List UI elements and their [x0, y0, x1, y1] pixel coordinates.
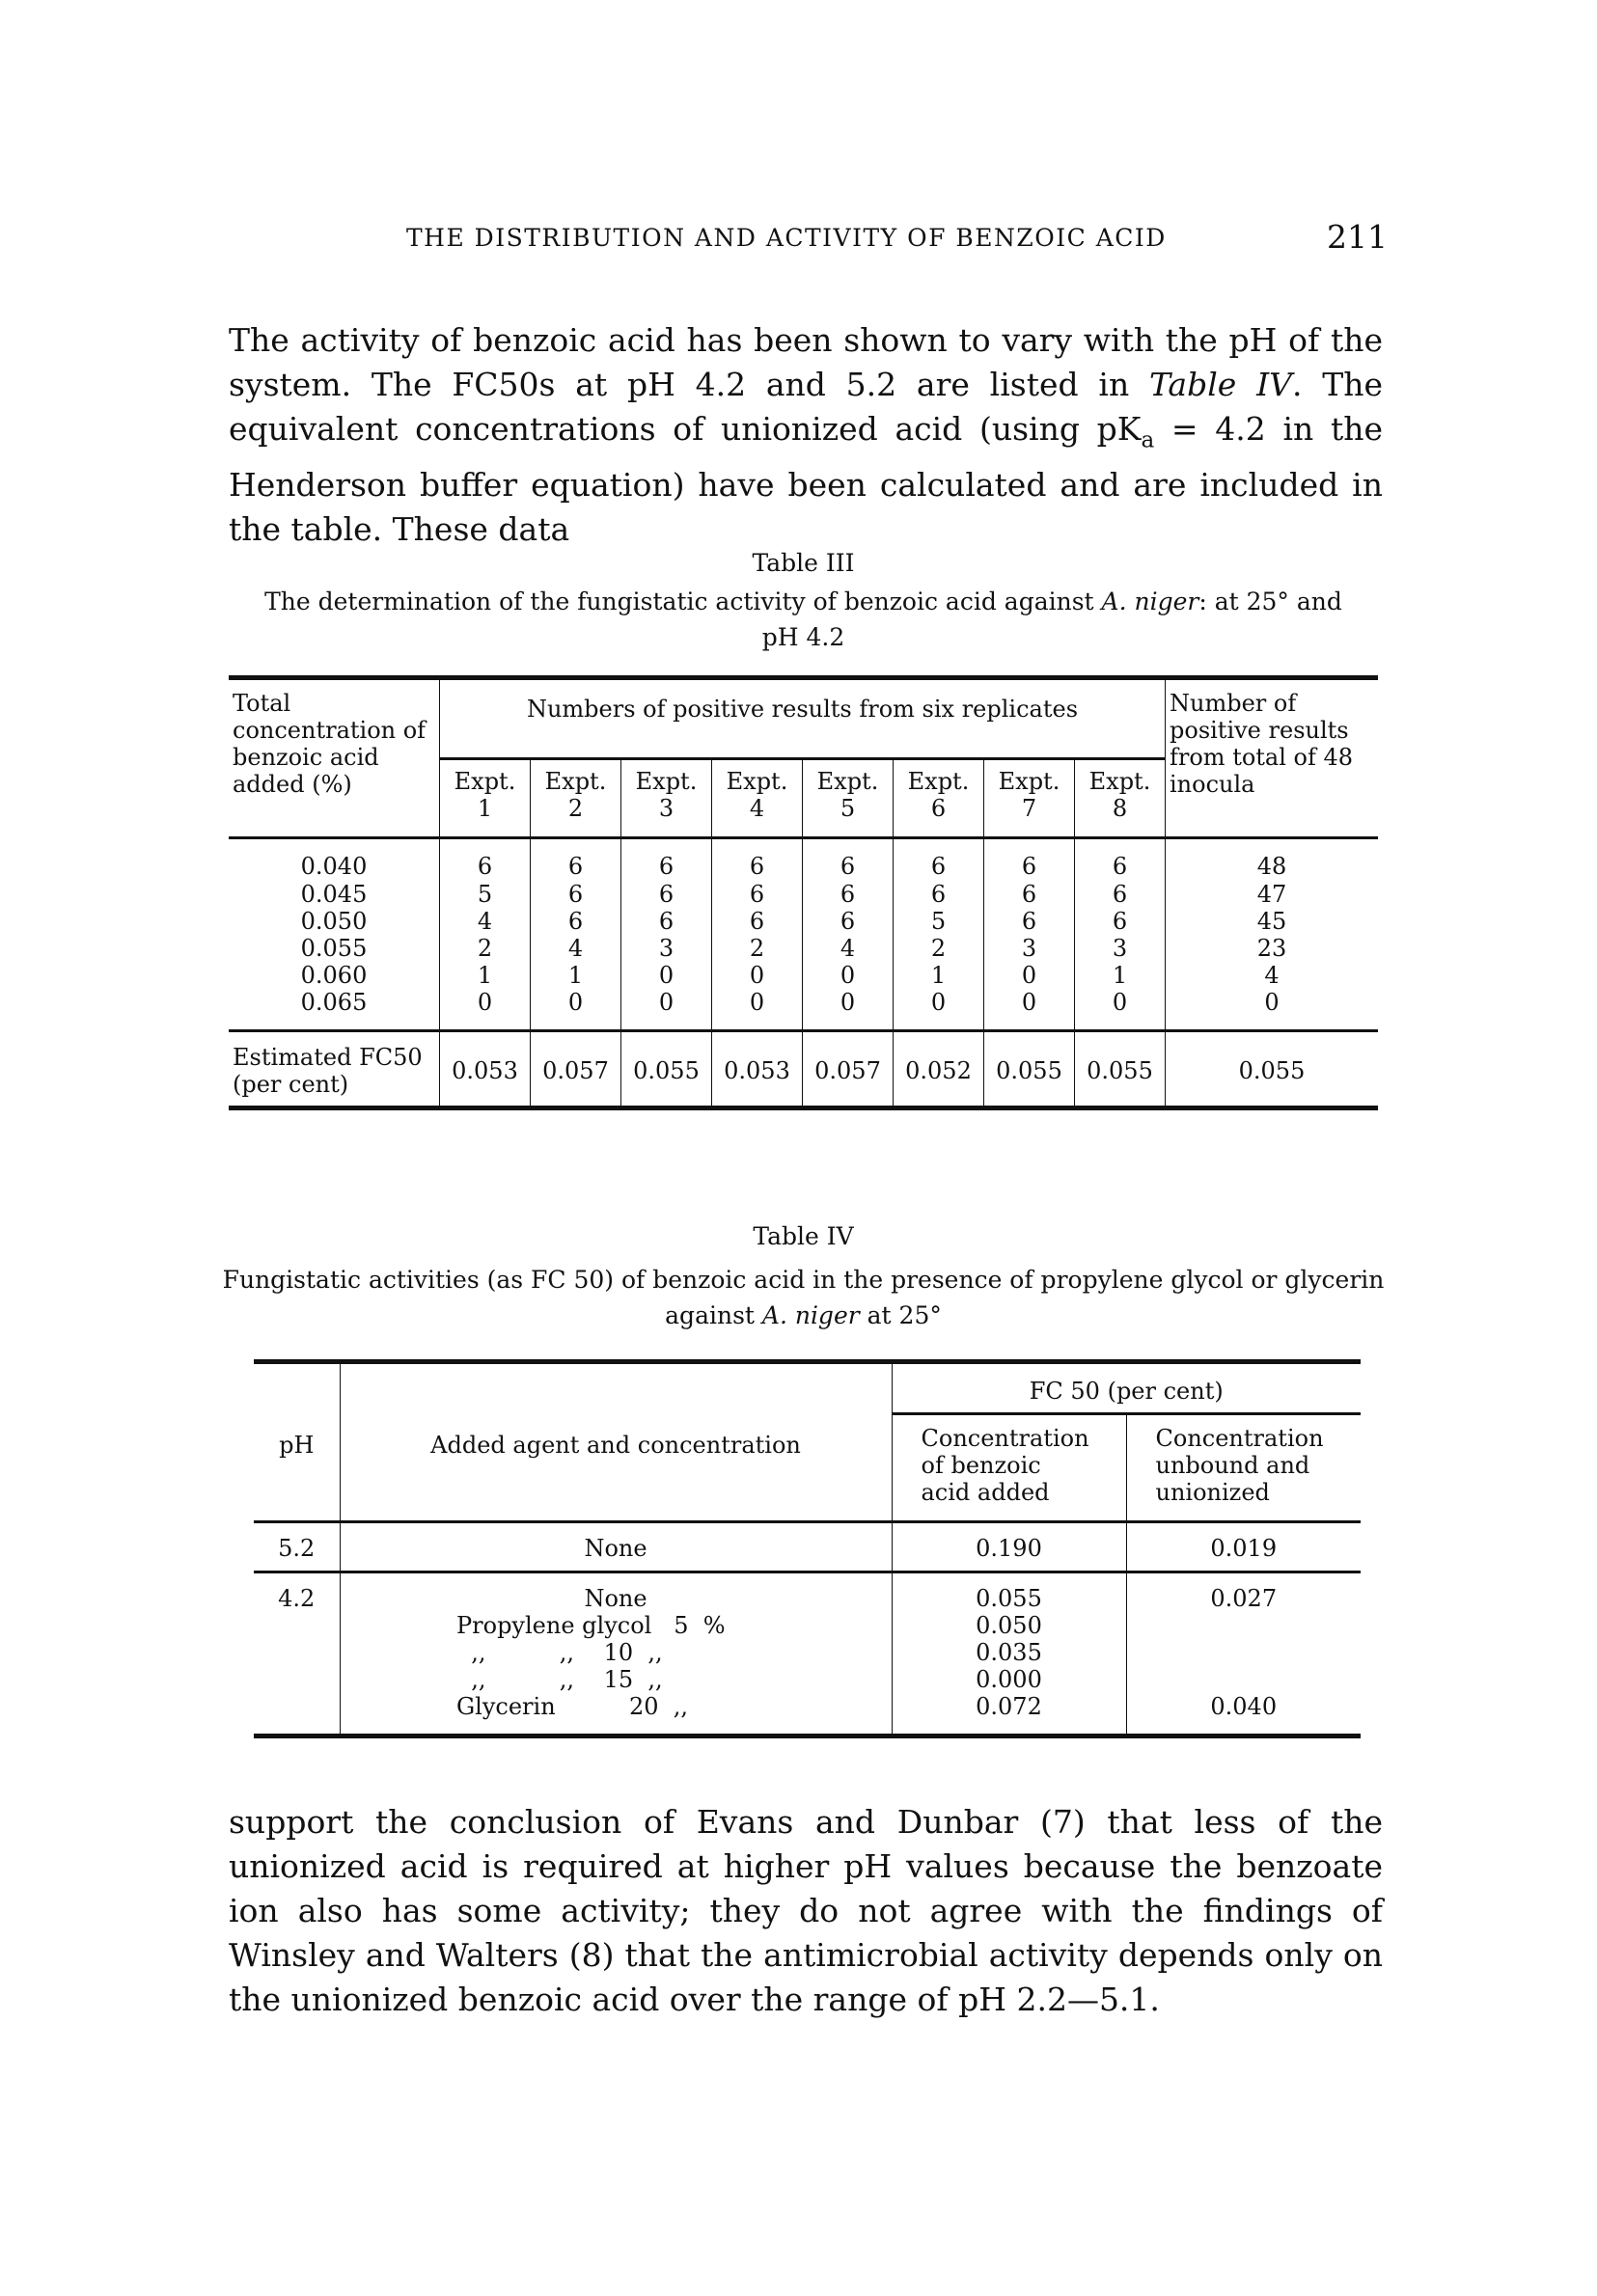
expt-value: 6 — [803, 908, 894, 935]
fc50-label: Estimated FC50 (per cent) — [229, 1031, 440, 1108]
table-reference: Table IV — [1148, 366, 1292, 403]
agent: ,, ,, 10 ,, — [456, 1639, 663, 1666]
text: . The equivalent concentrations of unionized acid (using pK — [229, 366, 1383, 448]
expt-value: 2 — [712, 935, 803, 962]
expt-header-cell — [712, 759, 803, 838]
expt-value: 1 — [894, 962, 984, 989]
expt-header: Expt. 5 — [816, 768, 879, 822]
expt-value: 6 — [1075, 881, 1166, 908]
expt-value: 1 — [440, 962, 531, 989]
expt-value: 0 — [621, 962, 712, 989]
table4-caption — [212, 1262, 1394, 1333]
expt-value: 6 — [531, 838, 621, 881]
expt-value: 0 — [894, 989, 984, 1031]
paragraph-2: support the conclusion of Evans and Dunbar (7) that less of the unionized acid is required at higher pH values because the benzoate ion also has some activity; they do not agree with the findings of Winsley and Walters (8) that the antimicrobial activity depends only on the unionized benzoic acid over the range of pH 2.2—5.1. — [229, 1803, 1383, 2018]
page-number: 211 — [1327, 218, 1388, 256]
table-row — [229, 962, 1378, 989]
expt-header: Expt. 1 — [454, 768, 516, 822]
col-group-fc50: FC 50 (per cent) — [892, 1362, 1361, 1414]
expt-value: 0 — [440, 989, 531, 1031]
conc: 0.072 — [976, 1693, 1042, 1720]
expt-value: 1 — [1075, 962, 1166, 989]
concentration: 0.050 — [300, 907, 368, 935]
unbound: 0.027 — [1210, 1585, 1278, 1612]
table4-title: Table IV — [753, 1222, 854, 1250]
expt-value: 0 — [1075, 989, 1166, 1031]
agent-list — [340, 1572, 892, 1736]
fc50-value: 0.057 — [531, 1031, 621, 1108]
col-header-conc: Concentration of benzoic acid added — [892, 1414, 1126, 1522]
col-header-unbound: Concentration unbound and unionized — [1126, 1414, 1361, 1522]
expt-header: Expt. 6 — [907, 768, 970, 822]
expt-value: 6 — [712, 908, 803, 935]
table-row — [229, 908, 1378, 935]
expt-value: 6 — [621, 881, 712, 908]
conc: 0.035 — [976, 1639, 1042, 1666]
subscript: a — [1141, 427, 1155, 453]
expt-value: 2 — [440, 935, 531, 962]
col-header-ph: pH — [279, 1432, 315, 1459]
table-row — [229, 935, 1378, 962]
concentration: 0.055 — [300, 934, 368, 962]
total: 47 — [1166, 881, 1379, 908]
expt-header-cell — [531, 759, 621, 838]
expt-value: 3 — [621, 935, 712, 962]
table3-caption — [261, 584, 1346, 655]
fc50-value: 0.053 — [712, 1031, 803, 1108]
expt-value: 6 — [531, 881, 621, 908]
concentration: 0.040 — [229, 838, 440, 881]
fc50-value: 0.055 — [621, 1031, 712, 1108]
expt-value: 0 — [984, 989, 1075, 1031]
organism: A. niger — [1101, 588, 1199, 615]
paragraph-1 — [229, 318, 1383, 552]
expt-value: 1 — [531, 962, 621, 989]
expt-header: Expt. 3 — [635, 768, 698, 822]
text: at 25° — [859, 1301, 942, 1329]
expt-header-cell — [984, 759, 1075, 838]
expt-value: 6 — [531, 908, 621, 935]
text: The determination of the fungistatic activity of benzoic acid against — [264, 588, 1102, 615]
table-iv — [254, 1359, 1361, 1738]
expt-value: 6 — [621, 908, 712, 935]
table-row — [229, 881, 1378, 908]
unbound — [1131, 1612, 1358, 1639]
expt-header: Expt. 7 — [998, 768, 1060, 822]
expt-value: 4 — [803, 935, 894, 962]
expt-value: 2 — [894, 935, 984, 962]
expt-value: 0 — [531, 989, 621, 1031]
total: 4 — [1166, 962, 1379, 989]
col-header-concentration: Total concentration of benzoic acid added (%) — [233, 690, 427, 798]
table-row — [229, 838, 1378, 881]
running-title: THE DISTRIBUTION AND ACTIVITY OF BENZOIC ACID — [406, 224, 1167, 252]
fc50-value: 0.053 — [440, 1031, 531, 1108]
total: 45 — [1166, 908, 1379, 935]
fc50-row — [229, 1031, 1378, 1108]
total: 0 — [1166, 989, 1379, 1031]
text: : at 25° and pH 4.2 — [761, 588, 1342, 651]
expt-header: Expt. 4 — [726, 768, 788, 822]
expt-value: 0 — [712, 989, 803, 1031]
expt-header: Expt. 8 — [1088, 768, 1151, 822]
agent: None — [340, 1522, 892, 1572]
total: 23 — [1166, 935, 1379, 962]
expt-value: 6 — [1075, 838, 1166, 881]
expt-value: 6 — [803, 881, 894, 908]
ph: 4.2 — [254, 1572, 340, 1736]
conc: 0.050 — [976, 1612, 1042, 1639]
expt-value: 0 — [984, 962, 1075, 989]
ph: 5.2 — [254, 1522, 340, 1572]
text: The activity of benzoic acid has been shown to vary with the pH of the system. The FC50s at pH 4.2 and 5.2 are listed in — [229, 321, 1383, 403]
expt-value: 0 — [803, 962, 894, 989]
expt-value: 6 — [440, 838, 531, 881]
expt-value: 6 — [1075, 908, 1166, 935]
table-iii — [229, 675, 1378, 1110]
table3-title: Table III — [752, 549, 855, 577]
conc-list — [892, 1572, 1126, 1736]
concentration: 0.065 — [300, 988, 368, 1016]
col-header-total: Number of positive results from total of 48 inocula — [1166, 678, 1379, 838]
concentration: 0.045 — [300, 880, 368, 908]
expt-value: 6 — [984, 908, 1075, 935]
unbound — [1131, 1639, 1358, 1666]
expt-value: 3 — [1075, 935, 1166, 962]
fc50-value: 0.055 — [1075, 1031, 1166, 1108]
expt-header-cell — [440, 759, 531, 838]
agent: None — [584, 1585, 647, 1612]
fc50-value: 0.055 — [984, 1031, 1075, 1108]
table-row — [254, 1522, 1361, 1572]
expt-value: 6 — [894, 838, 984, 881]
conc: 0.055 — [976, 1585, 1042, 1612]
expt-header-cell — [803, 759, 894, 838]
organism: A. niger — [761, 1301, 860, 1329]
unbound — [1131, 1666, 1358, 1693]
expt-value: 6 — [712, 838, 803, 881]
expt-value: 5 — [894, 908, 984, 935]
fc50-value: 0.057 — [803, 1031, 894, 1108]
total: 48 — [1166, 838, 1379, 881]
expt-header-cell — [621, 759, 712, 838]
expt-value: 5 — [440, 881, 531, 908]
text: Fungistatic activities (as FC 50) of benzoic acid in the presence of propylene glycol or glycerin against — [222, 1266, 1385, 1329]
expt-value: 6 — [984, 881, 1075, 908]
expt-value: 6 — [803, 838, 894, 881]
expt-value: 0 — [621, 989, 712, 1031]
expt-value: 3 — [984, 935, 1075, 962]
conc: 0.000 — [976, 1666, 1042, 1693]
fc50-value: 0.052 — [894, 1031, 984, 1108]
unbound-list — [1126, 1572, 1361, 1736]
expt-header: Expt. 2 — [544, 768, 607, 822]
agent: ,, ,, 15 ,, — [456, 1666, 663, 1693]
expt-header-cell — [1075, 759, 1166, 838]
expt-header-cell — [894, 759, 984, 838]
concentration: 0.060 — [300, 961, 368, 989]
agent: Propylene glycol 5 % — [456, 1612, 726, 1639]
expt-value: 6 — [894, 881, 984, 908]
text: = 4.2 in the Henderson buffer equation) have been calculated and are included in the table. These data — [229, 410, 1383, 548]
expt-value: 4 — [440, 908, 531, 935]
col-group-header: Numbers of positive results from six replicates — [440, 678, 1166, 759]
col-header-agent: Added agent and concentration — [340, 1362, 892, 1522]
expt-value: 6 — [712, 881, 803, 908]
expt-value: 0 — [712, 962, 803, 989]
unbound: 0.019 — [1126, 1522, 1361, 1572]
conc: 0.190 — [892, 1522, 1126, 1572]
expt-value: 0 — [803, 989, 894, 1031]
agent: Glycerin 20 ,, — [456, 1693, 688, 1720]
table-row — [254, 1572, 1361, 1736]
table-row — [229, 989, 1378, 1031]
expt-value: 6 — [984, 838, 1075, 881]
fc50-total: 0.055 — [1166, 1031, 1379, 1108]
expt-value: 6 — [621, 838, 712, 881]
unbound: 0.040 — [1210, 1693, 1278, 1720]
expt-value: 4 — [531, 935, 621, 962]
